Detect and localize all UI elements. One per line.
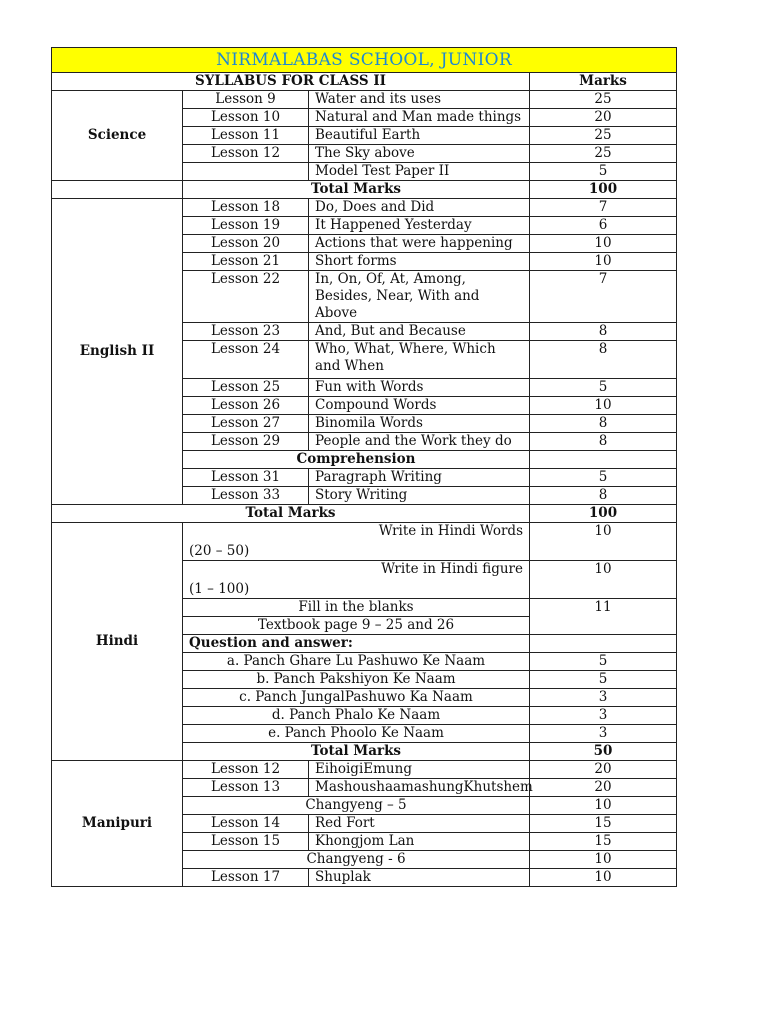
syllabus-heading: SYLLABUS FOR CLASS II xyxy=(52,73,530,91)
marks-cell: 25 xyxy=(530,145,677,163)
lesson-cell: Lesson 12 xyxy=(183,145,309,163)
hindi-words-cell xyxy=(183,523,530,561)
marks-cell: 3 xyxy=(530,707,677,725)
topic-cell: Water and its uses xyxy=(309,91,530,109)
syllabus-table xyxy=(51,47,677,887)
lesson-cell: Lesson 31 xyxy=(183,469,309,487)
lesson-cell: Lesson 25 xyxy=(183,379,309,397)
qa-item: e. Panch Phoolo Ke Naam xyxy=(183,725,530,743)
marks-cell: 10 xyxy=(530,561,677,599)
marks-cell: 8 xyxy=(530,487,677,505)
subject-english: English II xyxy=(52,199,183,505)
lesson-cell: Lesson 29 xyxy=(183,433,309,451)
topic-cell: Short forms xyxy=(309,253,530,271)
lesson-cell: Lesson 33 xyxy=(183,487,309,505)
topic-cell: Compound Words xyxy=(309,397,530,415)
marks-cell: 8 xyxy=(530,415,677,433)
marks-heading: Marks xyxy=(530,73,677,91)
lesson-cell: Lesson 27 xyxy=(183,415,309,433)
total-label: Total Marks xyxy=(52,505,530,523)
lesson-cell xyxy=(183,163,309,181)
lesson-cell: Lesson 11 xyxy=(183,127,309,145)
hindi-figure-cell xyxy=(183,561,530,599)
table-row xyxy=(52,523,677,561)
lesson-cell: Lesson 21 xyxy=(183,253,309,271)
fill-blanks-label: Fill in the blanks xyxy=(183,599,530,617)
topic-cell: People and the Work they do xyxy=(309,433,530,451)
lesson-cell: Lesson 20 xyxy=(183,235,309,253)
topic-cell: It Happened Yesterday xyxy=(309,217,530,235)
marks-cell: 7 xyxy=(530,199,677,217)
topic-cell: Natural and Man made things xyxy=(309,109,530,127)
marks-cell: 10 xyxy=(530,851,677,869)
marks-cell: 5 xyxy=(530,163,677,181)
qa-item: d. Panch Phalo Ke Naam xyxy=(183,707,530,725)
subject-science: Science xyxy=(52,91,183,181)
total-value: 100 xyxy=(530,181,677,199)
marks-cell: 10 xyxy=(530,397,677,415)
lesson-cell: Lesson 15 xyxy=(183,833,309,851)
topic-cell: Khongjom Lan xyxy=(309,833,530,851)
topic-cell: Red Fort xyxy=(309,815,530,833)
marks-cell: 3 xyxy=(530,689,677,707)
topic-cell: Fun with Words xyxy=(309,379,530,397)
hindi-figure-label: Write in Hindi figure xyxy=(381,561,523,577)
total-value: 100 xyxy=(530,505,677,523)
total-row xyxy=(52,181,677,199)
total-row xyxy=(52,505,677,523)
marks-cell: 8 xyxy=(530,341,677,379)
marks-cell: 20 xyxy=(530,779,677,797)
table-row xyxy=(52,91,677,109)
marks-cell: 15 xyxy=(530,815,677,833)
hindi-figure-range: (1 – 100) xyxy=(189,581,250,597)
marks-cell: 7 xyxy=(530,271,677,323)
empty-cell xyxy=(530,451,677,469)
marks-cell: 5 xyxy=(530,469,677,487)
total-label: Total Marks xyxy=(183,743,530,761)
marks-cell: 6 xyxy=(530,217,677,235)
header-row xyxy=(52,73,677,91)
topic-cell: The Sky above xyxy=(309,145,530,163)
hindi-words-range: (20 – 50) xyxy=(189,543,250,559)
topic-cell: Model Test Paper II xyxy=(309,163,530,181)
lesson-cell: Lesson 10 xyxy=(183,109,309,127)
topic-cell: Story Writing xyxy=(309,487,530,505)
total-label: Total Marks xyxy=(183,181,530,199)
lesson-cell: Lesson 24 xyxy=(183,341,309,379)
topic-cell: Do, Does and Did xyxy=(309,199,530,217)
hindi-words-label: Write in Hindi Words xyxy=(378,523,523,539)
lesson-cell: Lesson 13 xyxy=(183,779,309,797)
topic-cell: And, But and Because xyxy=(309,323,530,341)
lesson-cell: Lesson 17 xyxy=(183,869,309,887)
topic-cell: EihoigiEmung xyxy=(309,761,530,779)
changyeng-label: Changyeng – 5 xyxy=(183,797,530,815)
marks-cell: 11 xyxy=(530,599,677,635)
table-row xyxy=(52,761,677,779)
school-title: NIRMALABAS SCHOOL, JUNIOR xyxy=(52,48,677,73)
textbook-label: Textbook page 9 – 25 and 26 xyxy=(183,617,530,635)
marks-cell: 5 xyxy=(530,653,677,671)
qa-item: c. Panch JungalPashuwo Ka Naam xyxy=(183,689,530,707)
topic-cell: In, On, Of, At, Among, Besides, Near, With and Above xyxy=(309,271,530,323)
lesson-cell: Lesson 14 xyxy=(183,815,309,833)
comprehension-heading: Comprehension xyxy=(183,451,530,469)
qa-item: b. Panch Pakshiyon Ke Naam xyxy=(183,671,530,689)
empty-cell xyxy=(530,635,677,653)
lesson-cell: Lesson 26 xyxy=(183,397,309,415)
subject-hindi: Hindi xyxy=(52,523,183,761)
lesson-cell: Lesson 19 xyxy=(183,217,309,235)
lesson-cell: Lesson 9 xyxy=(183,91,309,109)
lesson-cell: Lesson 12 xyxy=(183,761,309,779)
topic-cell: Shuplak xyxy=(309,869,530,887)
topic-cell: Paragraph Writing xyxy=(309,469,530,487)
marks-cell: 8 xyxy=(530,323,677,341)
topic-cell: Binomila Words xyxy=(309,415,530,433)
marks-cell: 3 xyxy=(530,725,677,743)
qa-heading: Question and answer: xyxy=(183,635,530,653)
marks-cell: 15 xyxy=(530,833,677,851)
subject-manipuri: Manipuri xyxy=(52,761,183,887)
marks-cell: 10 xyxy=(530,523,677,561)
marks-cell: 10 xyxy=(530,797,677,815)
title-row xyxy=(52,48,677,73)
marks-cell: 25 xyxy=(530,91,677,109)
marks-cell: 5 xyxy=(530,379,677,397)
topic-cell: MashoushaamashungKhutshem xyxy=(309,779,530,797)
topic-cell: Who, What, Where, Which and When xyxy=(309,341,530,379)
empty-cell xyxy=(52,181,183,199)
lesson-cell: Lesson 22 xyxy=(183,271,309,323)
marks-cell: 10 xyxy=(530,869,677,887)
marks-cell: 10 xyxy=(530,253,677,271)
qa-item: a. Panch Ghare Lu Pashuwo Ke Naam xyxy=(183,653,530,671)
topic-cell: Beautiful Earth xyxy=(309,127,530,145)
marks-cell: 5 xyxy=(530,671,677,689)
changyeng-label: Changyeng - 6 xyxy=(183,851,530,869)
lesson-cell: Lesson 23 xyxy=(183,323,309,341)
table-row xyxy=(52,199,677,217)
topic-cell: Actions that were happening xyxy=(309,235,530,253)
marks-cell: 10 xyxy=(530,235,677,253)
marks-cell: 20 xyxy=(530,109,677,127)
marks-cell: 25 xyxy=(530,127,677,145)
marks-cell: 20 xyxy=(530,761,677,779)
lesson-cell: Lesson 18 xyxy=(183,199,309,217)
marks-cell: 8 xyxy=(530,433,677,451)
total-value: 50 xyxy=(530,743,677,761)
